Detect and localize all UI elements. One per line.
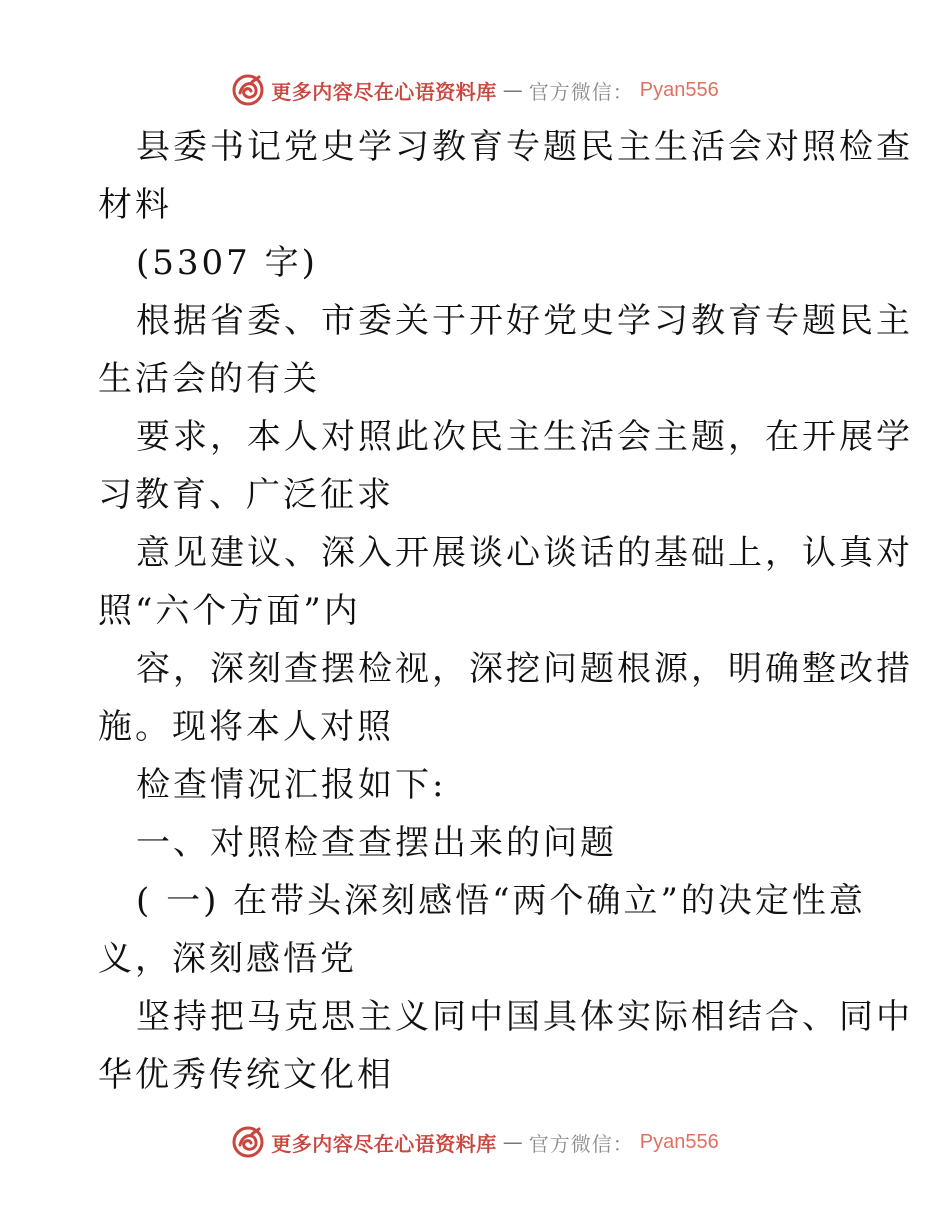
banner-text: 更多内容尽在心语资料库 — [271, 79, 497, 104]
swirl-logo-icon — [231, 73, 265, 107]
paragraph-line: 根据省委、市委关于开好党史学习教育专题民主 — [136, 301, 913, 341]
footer-banner — [0, 1122, 950, 1162]
paragraph-line: 检查情况汇报如下: — [136, 765, 447, 805]
banner-content — [231, 1125, 718, 1159]
document-title-line-1: 县委书记党史学习教育专题民主生活会对照检查 — [136, 127, 913, 167]
banner-text: 更多内容尽在心语资料库 — [271, 1131, 497, 1156]
header-banner — [0, 70, 950, 110]
paragraph-line: 义，深刻感悟党 — [98, 939, 357, 979]
paragraph-line: 意见建议、深入开展谈心谈话的基础上，认真对 — [136, 533, 913, 573]
banner-wechat-id: Pyan556 — [639, 78, 719, 101]
paragraph-line: 习教育、广泛征求 — [98, 475, 394, 515]
paragraph-line: 坚持把马克思主义同中国具体实际相结合、同中 — [136, 997, 913, 1037]
banner-dash: — — [502, 78, 523, 102]
paragraph-line: 要求，本人对照此次民主生活会主题，在开展学 — [136, 417, 913, 457]
document-body — [98, 118, 913, 1104]
word-count: (5307 字) — [136, 243, 318, 283]
banner-content — [231, 73, 718, 107]
paragraph-line: 华优秀传统文化相 — [98, 1055, 394, 1095]
banner-wechat-label: 官方微信： — [528, 79, 634, 104]
section-heading: 一、对照检查查摆出来的问题 — [136, 823, 617, 863]
paragraph-line: 生活会的有关 — [98, 359, 320, 399]
banner-wechat-id: Pyan556 — [639, 1130, 719, 1153]
paragraph-line: 照“六个方面”内 — [98, 591, 361, 631]
paragraph-line: 容，深刻查摆检视，深挖问题根源，明确整改措 — [136, 649, 913, 689]
swirl-logo-icon — [231, 1125, 265, 1159]
document-title-line-2: 材料 — [98, 185, 172, 225]
paragraph-line: 施。现将本人对照 — [98, 707, 394, 747]
banner-wechat-label: 官方微信： — [528, 1131, 634, 1156]
subsection-heading: ( 一) 在带头深刻感悟“两个确立”的决定性意 — [136, 881, 866, 921]
banner-dash: — — [502, 1130, 523, 1154]
